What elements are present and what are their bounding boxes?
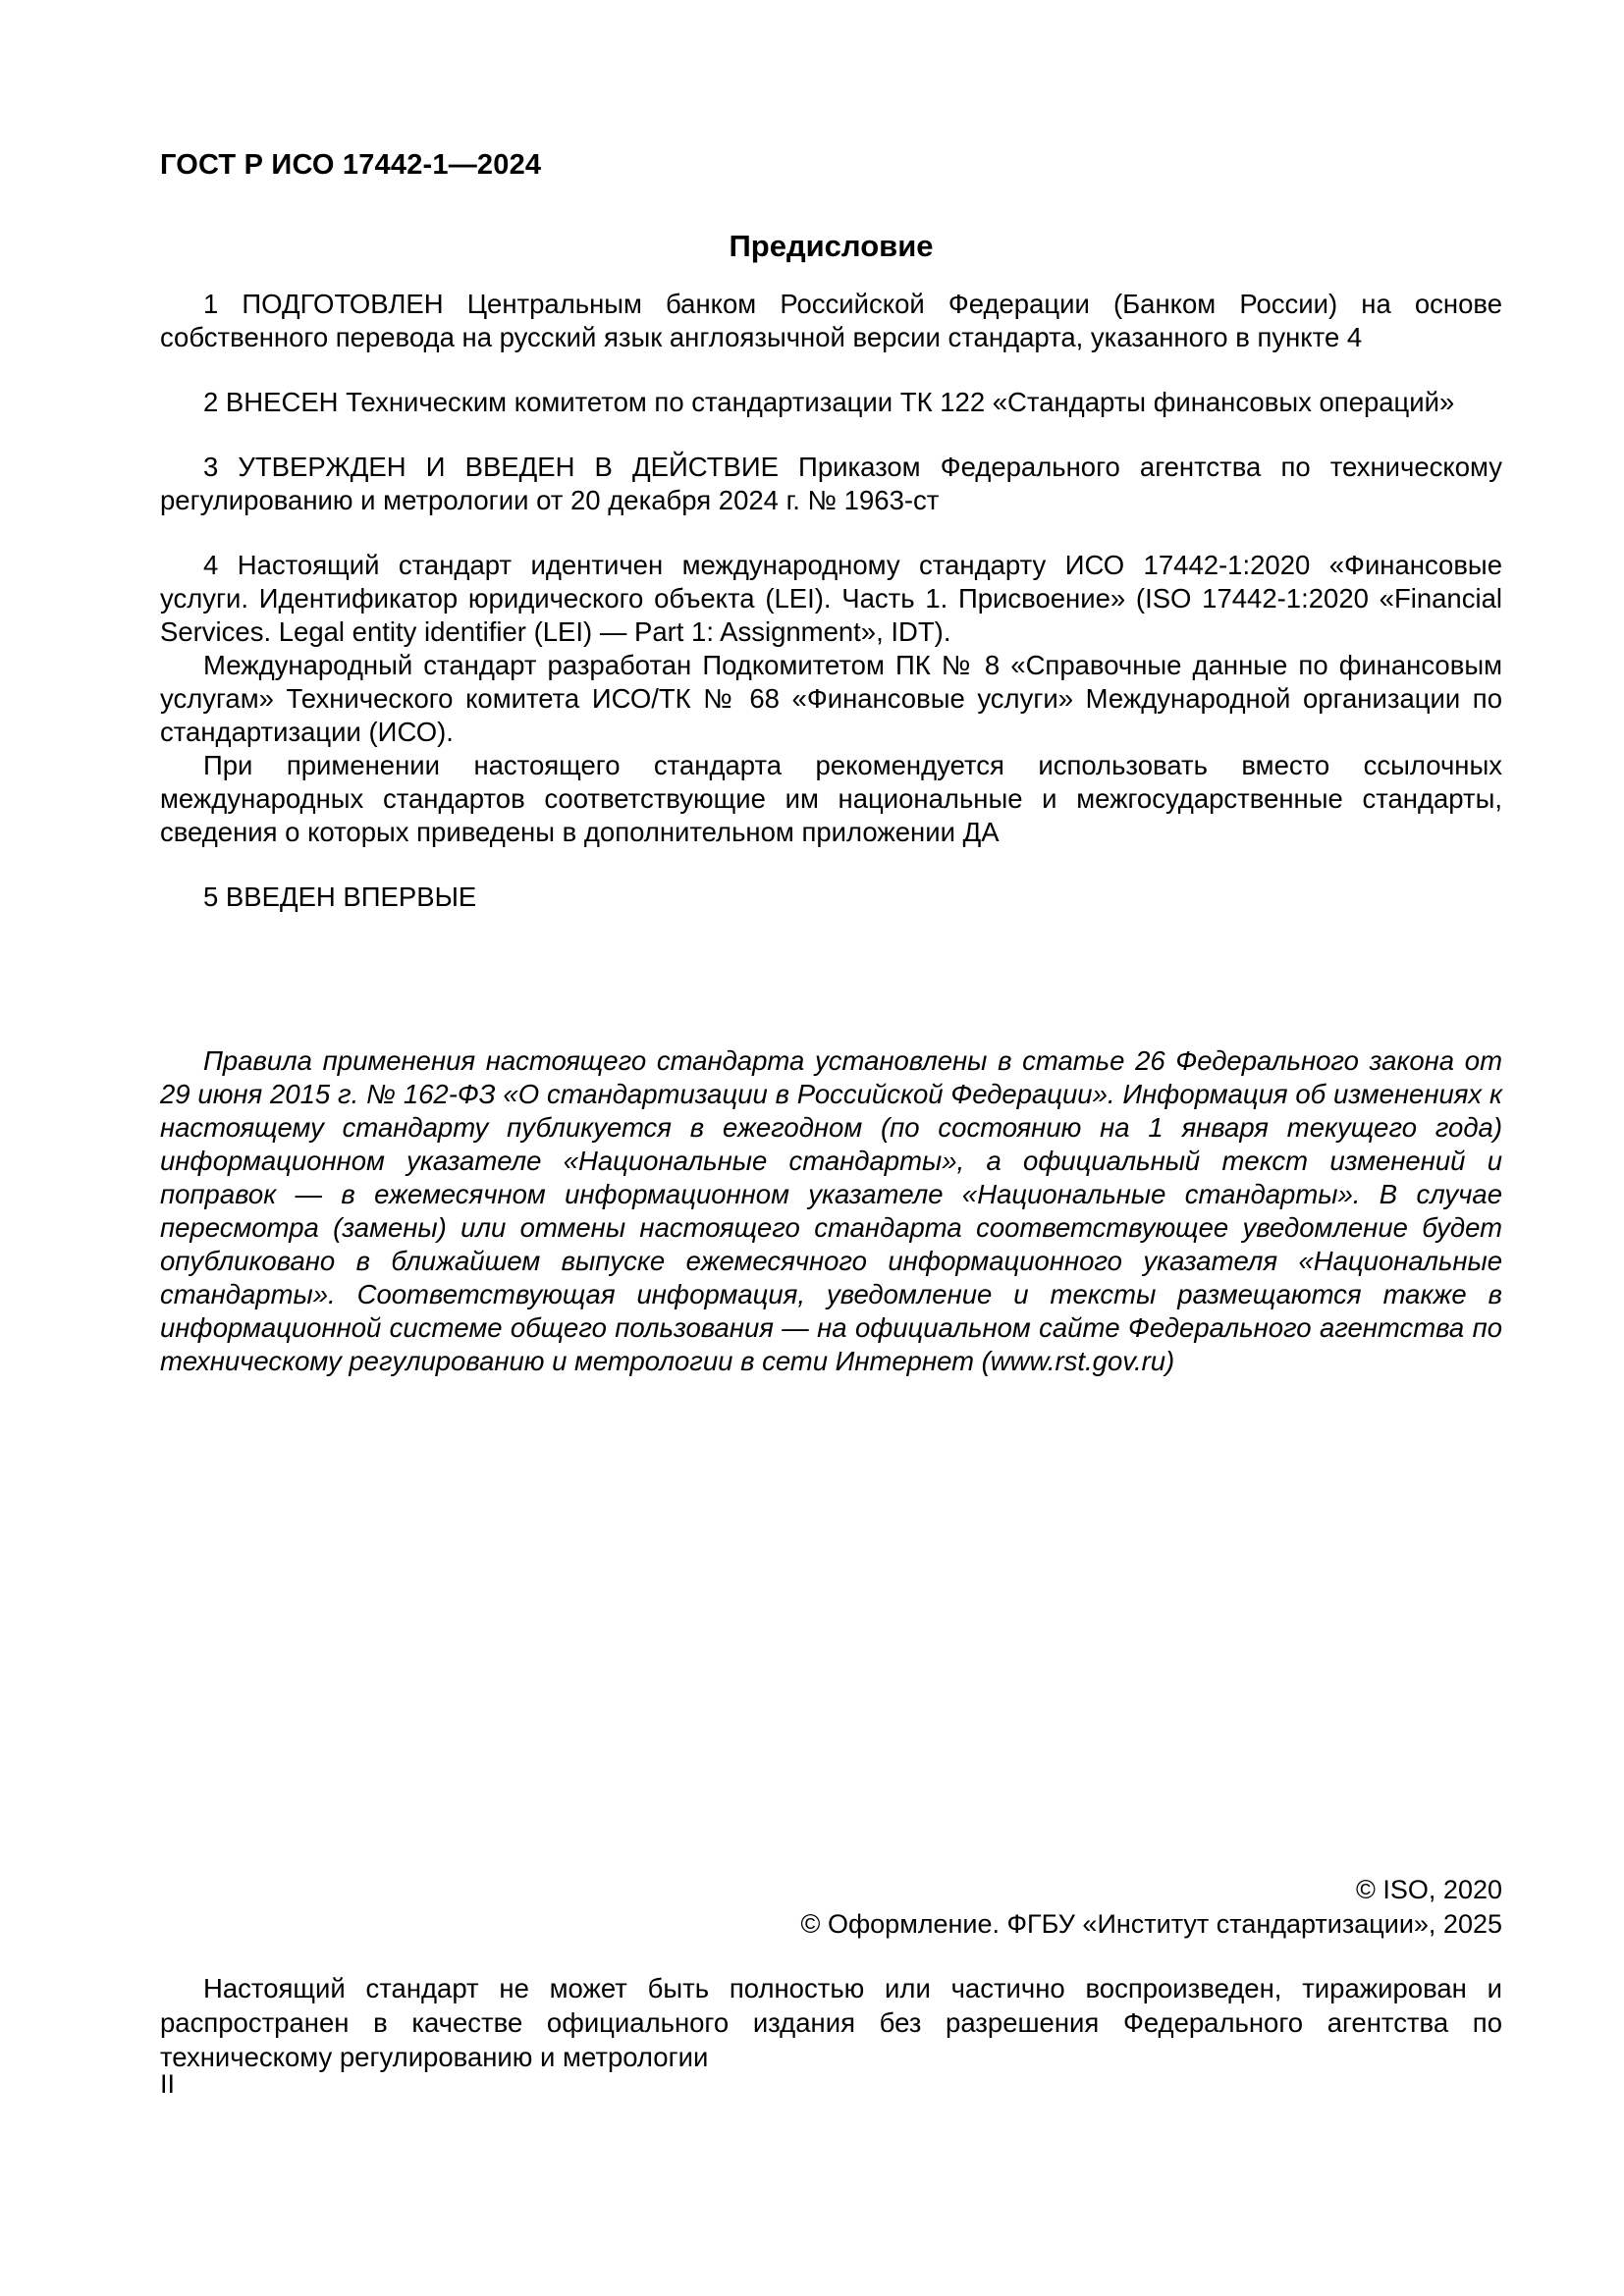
foreword-item-5-first-introduced: 5 ВВЕДЕН ВПЕРВЫЕ <box>203 881 477 912</box>
page-number: II <box>160 2069 176 2099</box>
reproduction-restriction-note: Настоящий стандарт не может быть полностью или частично воспроизведен, тиражирован и распространен в качестве официального издания без разрешения Федерального агентства по техническому регулированию и метрологии <box>160 1973 1502 2072</box>
foreword-body <box>160 288 1502 914</box>
copyright-design-line: © Оформление. ФГБУ «Институт стандартизации», 2025 <box>800 1909 1502 1939</box>
foreword-item-2-submitted: 2 ВНЕСЕН Техническим комитетом по стандартизации ТК 122 «Стандарты финансовых операций» <box>203 387 1455 417</box>
foreword-item-4-identical: 4 Настоящий стандарт идентичен международному стандарту ИСО 17442-1:2020 «Финансовые услуги. Идентификатор юридического объекта (LEI). Часть 1. Присвоение» (ISO 17442-1:2020 «Financial Services. Legal entity identifier (LEI) — Part 1: Assignment», IDT). <box>160 550 1502 647</box>
copyright-block <box>160 1873 1502 1942</box>
foreword-item-3-approved: 3 УТВЕРЖДЕН И ВВЕДЕН В ДЕЙСТВИЕ Приказом Федерального агентства по техническому регулированию и метрологии от 20 декабря 2024 г. № 1963-ст <box>160 452 1502 515</box>
standard-code-header: ГОСТ Р ИСО 17442-1—2024 <box>160 149 542 181</box>
foreword-item-4-references: При применении настоящего стандарта рекомендуется использовать вместо ссылочных международных стандартов соответствующие им национальные и межгосударственные стандарты, сведения о которых приведены в дополнительном приложении ДА <box>160 750 1502 847</box>
section-title-foreword: Предисловие <box>729 229 934 263</box>
foreword-item-1-prepared: 1 ПОДГОТОВЛЕН Центральным банком Российской Федерации (Банком России) на основе собственного перевода на русский язык англоязычной версии стандарта, указанного в пункте 4 <box>160 289 1502 352</box>
foreword-item-4-developer: Международный стандарт разработан Подкомитетом ПК № 8 «Справочные данные по финансовым услугам» Технического комитета ИСО/ТК № 68 «Финансовые услуги» Международной организации по стандартизации (ИСО). <box>160 650 1502 747</box>
application-rules-note: Правила применения настоящего стандарта установлены в статье 26 Федерального закона от 29 июня 2015 г. № 162-ФЗ «О стандартизации в Российской Федерации». Информация об изменениях к настоящему стандарту публикуется в ежегодном (по состоянию на 1 января текущего года) информационном указателе «Национальные стандарты», а официальный текст изменений и поправок — в ежемесячном информационном указателе «Национальные стандарты». В случае пересмотра (замены) или отмены настоящего стандарта соответствующее уведомление будет опубликовано в ближайшем выпуске ежемесячного информационного указателя «Национальные стандарты». Соответствующая информация, уведомление и тексты размещаются также в информационной системе общего пользования — на официальном сайте Федерального агентства по техническому регулированию и метрологии в сети Интернет (www.rst.gov.ru) <box>160 1045 1502 1376</box>
copyright-iso-line: © ISO, 2020 <box>1356 1875 1502 1904</box>
